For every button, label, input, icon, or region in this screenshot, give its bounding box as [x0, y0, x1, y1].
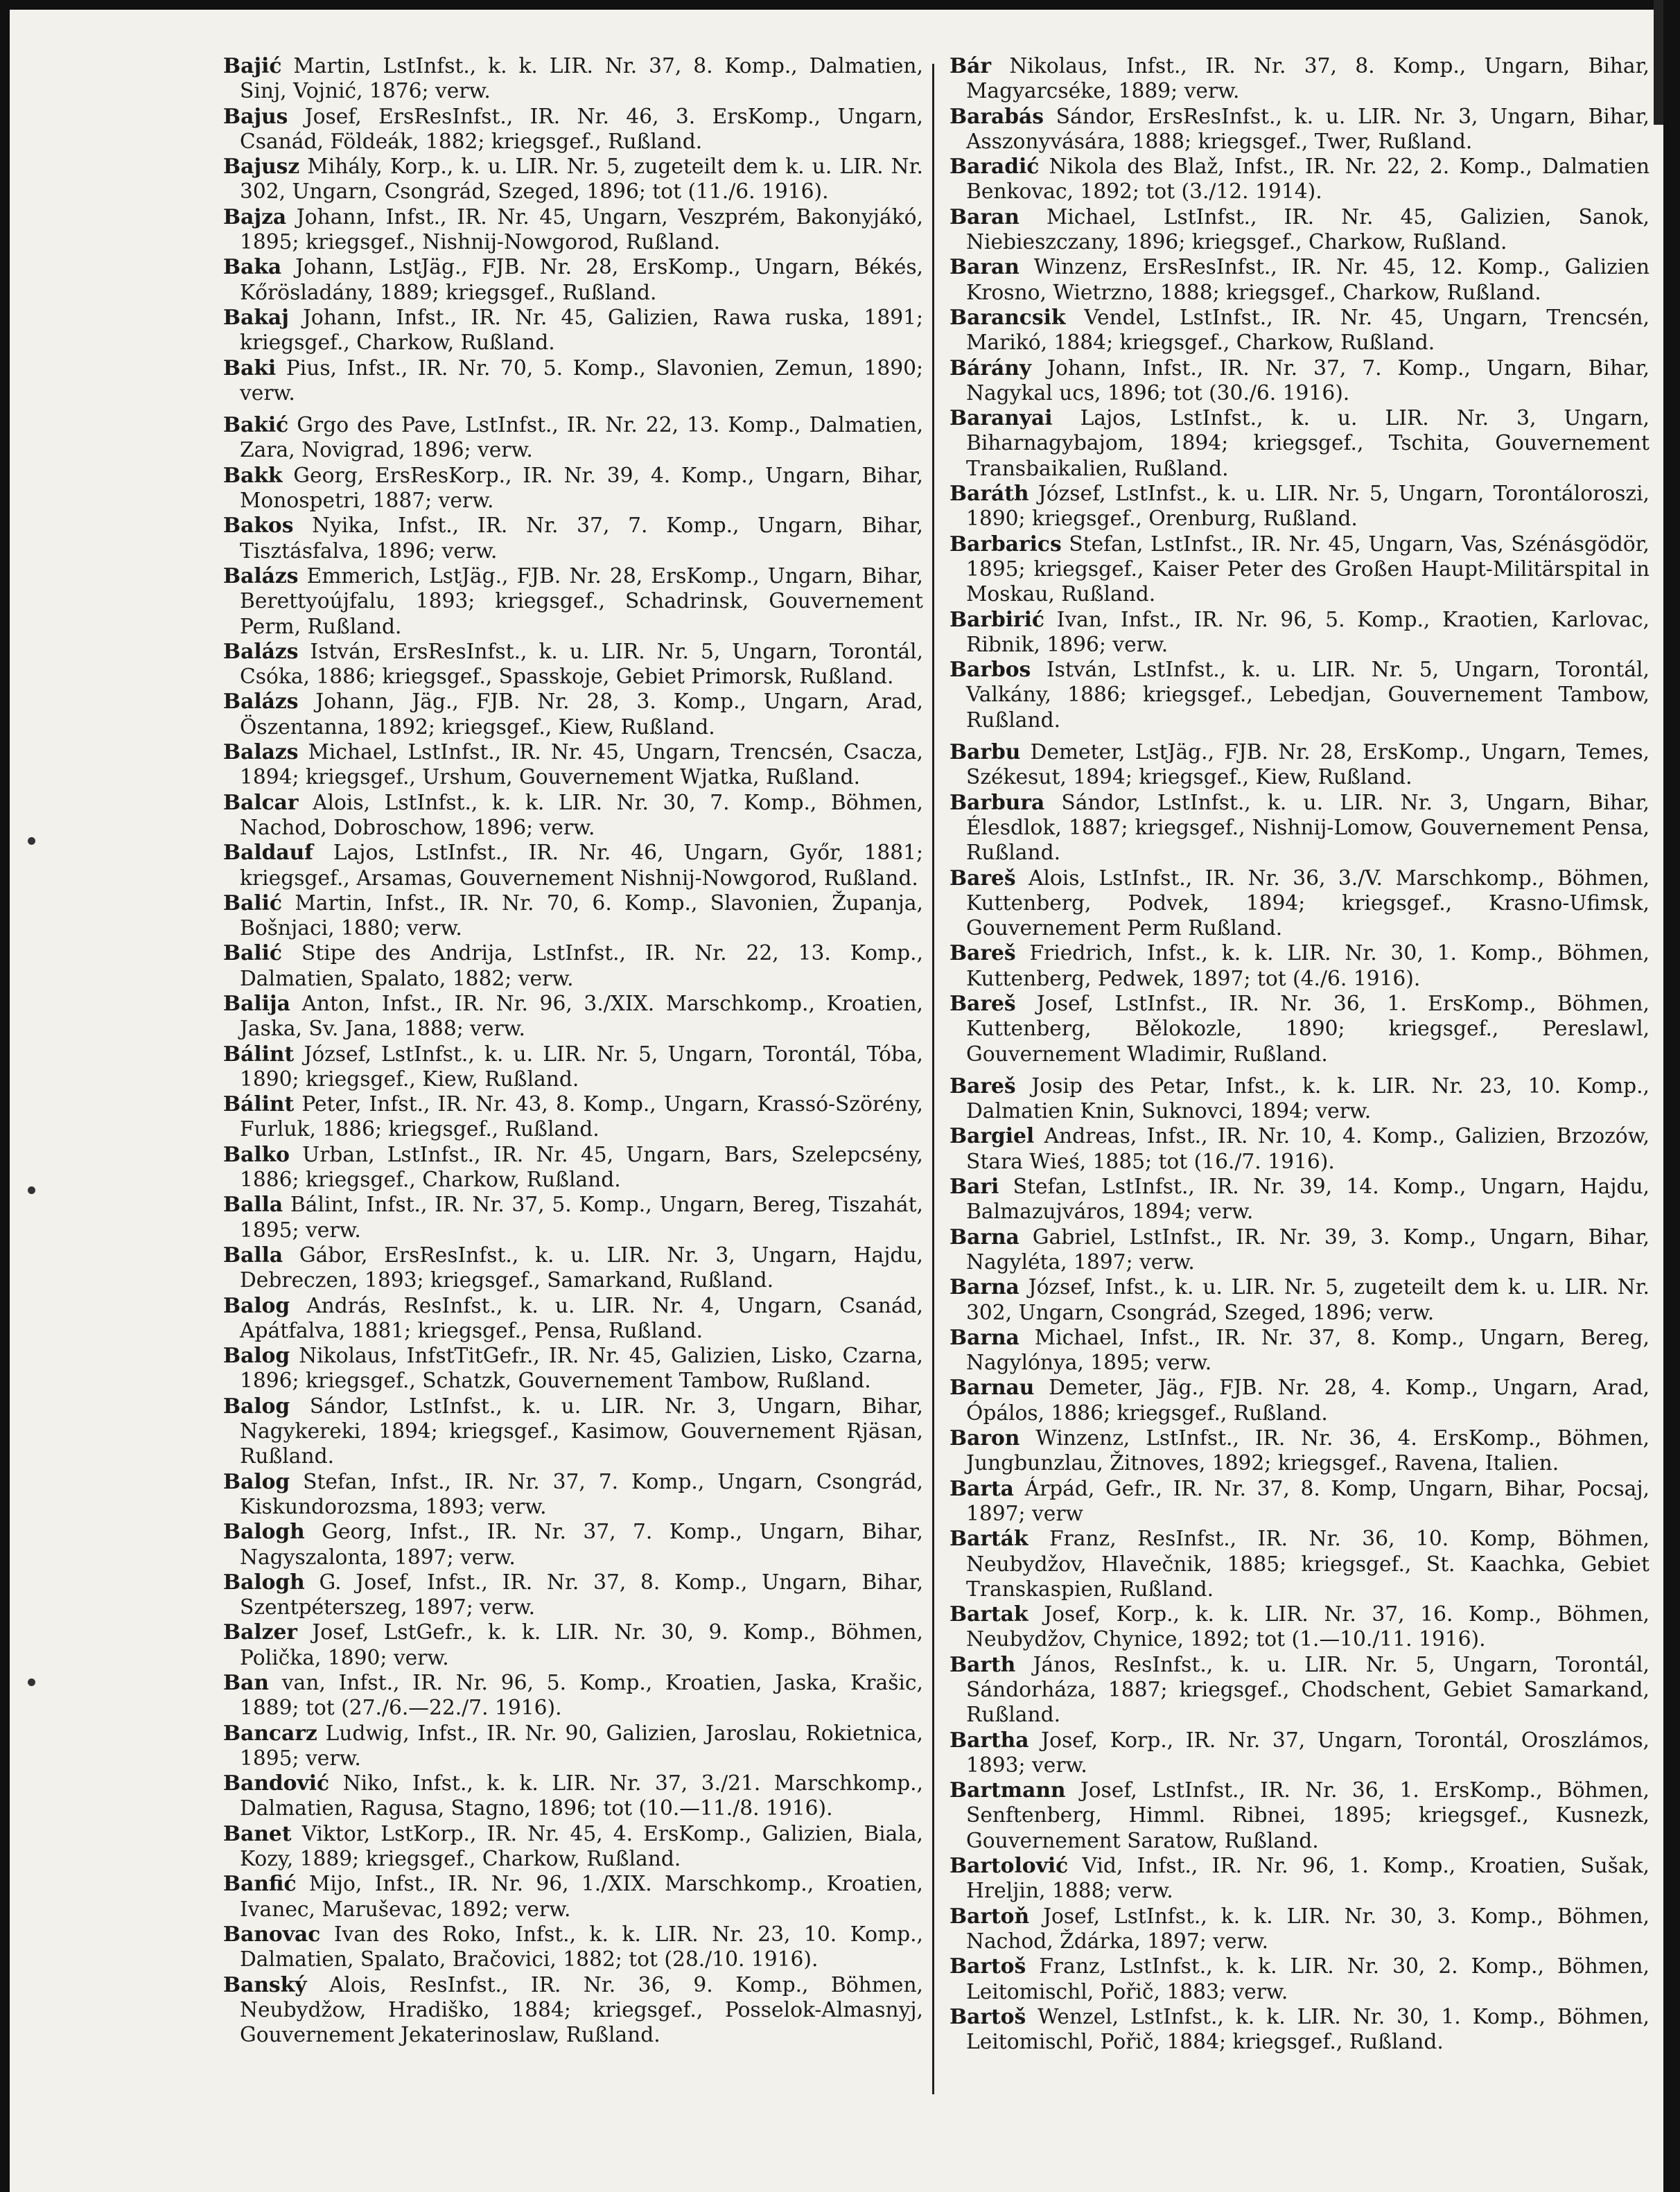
entry-surname: Banský: [223, 1972, 307, 1997]
entry-surname: Bakos: [223, 514, 294, 538]
entry-details: Vid, Infst., IR. Nr. 96, 1. Komp., Kroatien, Sušak, Hreljin, 1888; verw.: [966, 1854, 1650, 1904]
entry-surname: Bartoš: [950, 1954, 1026, 1979]
entry-surname: Balázs: [223, 563, 299, 588]
entry-details: Nikola des Blaž, Infst., IR. Nr. 22, 2. Komp., Dalmatien Benkovac, 1892; tot (3./12. 1914).: [966, 155, 1650, 204]
list-item: [223, 1294, 923, 1344]
entry-details: Mihály, Korp., k. u. LIR. Nr. 5, zugeteilt dem k. u. LIR. Nr. 302, Ungarn, Csongrád, Szeged, 1896; tot (11./6. 1916).: [240, 155, 923, 204]
entry-details: Mijo, Infst., IR. Nr. 96, 1./XIX. Marschkomp., Kroatien, Ivanec, Maruševac, 1892; verw.: [240, 1872, 923, 1922]
list-item: [223, 1520, 923, 1570]
entry-surname: Balazs: [223, 740, 299, 765]
entry-surname: Bancarz: [223, 1721, 317, 1746]
entry-surname: Barbirić: [950, 607, 1045, 632]
list-item: [950, 1175, 1650, 1225]
list-item: [950, 482, 1650, 532]
list-item: [223, 514, 923, 564]
list-item: [950, 255, 1650, 306]
list-item: [223, 54, 923, 105]
entry-details: István, ErsResInfst., k. u. LIR. Nr. 5, Ungarn, Torontál, Csóka, 1886; kriegsgef., Spasskoje, Gebiet Primorsk, Rußland.: [240, 639, 923, 690]
entry-surname: Bargiel: [950, 1124, 1035, 1149]
entry-details: Josef, ErsResInfst., IR. Nr. 46, 3. ErsKomp., Ungarn, Csanád, Földeák, 1882; kriegsgef., Rußland.: [240, 104, 923, 154]
entry-surname: Bajza: [223, 204, 287, 229]
entry-details: Johann, Jäg., FJB. Nr. 28, 3. Komp., Ungarn, Arad, Öszentanna, 1892; kriegsgef., Kiew, Rußland.: [240, 690, 923, 739]
entry-details: Nikolaus, InfstTitGefr., IR. Nr. 45, Galizien, Lisko, Czarna, 1896; kriegsgef., Schatzk, Gouvernement Tambow, Rußland.: [240, 1344, 923, 1394]
entry-surname: Balić: [223, 891, 282, 915]
entry-surname: Baka: [223, 255, 282, 280]
entry-details: Johann, Infst., IR. Nr. 45, Galizien, Rawa ruska, 1891; kriegsgef., Charkow, Rußland.: [240, 305, 923, 356]
entry-details: András, ResInfst., k. u. LIR. Nr. 4, Ungarn, Csanád, Apátfalva, 1881; kriegsgef., Pensa, Rußland.: [240, 1293, 923, 1343]
entry-surname: Barnau: [950, 1376, 1035, 1401]
entry-details: Demeter, LstJäg., FJB. Nr. 28, ErsKomp., Ungarn, Temes, Székesut, 1894; kriegsgef., Kiew, Rußland.: [966, 740, 1650, 790]
entry-surname: Barth: [950, 1652, 1016, 1677]
entry-details: Gábor, ErsResInfst., k. u. LIR. Nr. 3, Ungarn, Hajdu, Debreczen, 1893; kriegsgef., Samarkand, Rußland.: [240, 1243, 923, 1293]
list-item: [223, 1822, 923, 1873]
entry-details: Gabriel, LstInfst., IR. Nr. 39, 3. Komp., Ungarn, Bihar, Nagyléta, 1897; verw.: [966, 1225, 1650, 1274]
list-item: [950, 1778, 1650, 1854]
list-item: [950, 1602, 1650, 1653]
entry-surname: Bálint: [223, 1092, 295, 1117]
entry-details: Viktor, LstKorp., IR. Nr. 45, 4. ErsKomp., Galizien, Biala, Kozy, 1889; kriegsgef., Charkow, Rußland.: [240, 1821, 923, 1872]
entry-surname: Bárány: [950, 356, 1032, 380]
list-item: [223, 1771, 923, 1822]
entry-details: Josef, LstInfst., IR. Nr. 36, 1. ErsKomp., Böhmen, Kuttenberg, Bělokozle, 1890; kriegsgef., Pereslawl, Gouvernement Wladimir, Rußland.: [966, 991, 1650, 1067]
entry-details: József, LstInfst., k. u. LIR. Nr. 5, Ungarn, Torontáloroszi, 1890; kriegsgef., Orenburg, Rußland.: [966, 482, 1650, 532]
list-item: [223, 841, 923, 891]
entry-surname: Bartak: [950, 1602, 1029, 1627]
entry-surname: Bakić: [223, 413, 289, 438]
entry-surname: Bartmann: [950, 1778, 1066, 1803]
entry-details: Ivan, Infst., IR. Nr. 96, 5. Komp., Kraotien, Karlovac, Ribnik, 1896; verw.: [966, 607, 1650, 657]
list-item: [223, 1973, 923, 2049]
entry-details: Johann, LstJäg., FJB. Nr. 28, ErsKomp., Ungarn, Békés, Kőrösladány, 1889; kriegsgef., Rußland.: [240, 255, 923, 305]
entry-surname: Baron: [950, 1426, 1020, 1451]
entry-details: Franz, LstInfst., k. k. LIR. Nr. 30, 2. Komp., Böhmen, Leitomischl, Pořič, 1883; verw.: [966, 1954, 1650, 2004]
list-item: [223, 1193, 923, 1243]
list-item: [950, 941, 1650, 992]
list-item: [950, 1275, 1650, 1326]
list-item: [223, 1344, 923, 1394]
entry-details: Grgo des Pave, LstInfst., IR. Nr. 22, 13. Komp., Dalmatien, Zara, Novigrad, 1896; verw.: [240, 413, 923, 463]
entry-details: István, LstInfst., k. u. LIR. Nr. 5, Ungarn, Torontál, Valkány, 1886; kriegsgef., Lebedjan, Gouvernement Tambow, Rußland.: [966, 658, 1650, 733]
entry-surname: ajić: [240, 54, 282, 78]
list-item: [223, 306, 923, 356]
entry-surname: Bartha: [950, 1728, 1029, 1753]
entry-surname: Barna: [950, 1325, 1020, 1350]
entry-surname: Balogh: [223, 1520, 305, 1545]
list-item: [223, 1092, 923, 1143]
entry-details: Pius, Infst., IR. Nr. 70, 5. Komp., Slavonien, Zemun, 1890; verw.: [240, 356, 923, 405]
list-item: [950, 155, 1650, 205]
list-item: [950, 1954, 1650, 2005]
entry-details: Josip des Petar, Infst., k. k. LIR. Nr. 23, 10. Komp., Dalmatien Knin, Suknovci, 1894; verw.: [966, 1073, 1650, 1124]
list-item: [950, 2005, 1650, 2055]
list-item: [950, 608, 1650, 658]
entry-surname: Baranyai: [950, 406, 1053, 431]
entry-details: József, LstInfst., k. u. LIR. Nr. 5, Ungarn, Torontál, Tóba, 1890; kriegsgef., Kiew, Rußland.: [240, 1042, 923, 1091]
entry-details: Peter, Infst., IR. Nr. 43, 8. Komp., Ungarn, Krassó-Szörény, Furluk, 1886; kriegsgef., Rußland.: [240, 1092, 923, 1142]
list-item: [223, 992, 923, 1042]
entry-surname: Bareš: [950, 866, 1016, 891]
list-item: [950, 1527, 1650, 1602]
list-item: [950, 1326, 1650, 1376]
entry-surname: Banfić: [223, 1872, 297, 1897]
list-item: [950, 740, 1650, 791]
entry-details: Johann, Infst., IR. Nr. 45, Ungarn, Veszprém, Bakonyjákó, 1895; kriegsgef., Nishnij-Nowgorod, Rußland.: [240, 204, 923, 255]
entry-surname: Bartoň: [950, 1904, 1030, 1929]
entry-details: Nikolaus, Infst., IR. Nr. 37, 8. Komp., Ungarn, Bihar, Magyarcséke, 1889; verw.: [966, 54, 1650, 104]
entry-details: Lajos, LstInfst., IR. Nr. 46, Ungarn, Győr, 1881; kriegsgef., Arsamas, Gouvernement Nishnij-Nowgorod, Rußland.: [240, 841, 923, 891]
entry-surname: Banovac: [223, 1922, 321, 1947]
entry-surname: Balázs: [223, 690, 299, 714]
entry-details: G. Josef, Infst., IR. Nr. 37, 8. Komp., Ungarn, Bihar, Szentpéterszeg, 1897; verw.: [240, 1570, 923, 1620]
scan-edge-right: [1654, 0, 1663, 125]
list-item: [223, 740, 923, 791]
entry-surname: Barancsik: [950, 305, 1066, 330]
entry-details: Martin, Infst., IR. Nr. 70, 6. Komp., Slavonien, Županja, Bošnjaci, 1880; verw.: [240, 891, 923, 941]
entry-surname: Bareš: [950, 1073, 1016, 1098]
entry-surname: Barta: [950, 1476, 1014, 1501]
list-item: [223, 155, 923, 205]
entry-surname: Balla: [223, 1193, 283, 1218]
entry-details: Josef, LstInfst., k. k. LIR. Nr. 30, 3. Komp., Böhmen, Nachod, Ždárka, 1897; verw.: [966, 1904, 1650, 1954]
entry-details: József, Infst., k. u. LIR. Nr. 5, zugeteilt dem k. u. LIR. Nr. 302, Ungarn, Csongrád, Szeged, 1896; verw.: [966, 1275, 1650, 1325]
list-item: [223, 891, 923, 942]
entry-details: Stefan, LstInfst., IR. Nr. 45, Ungarn, Vas, Szénásgödör, 1895; kriegsgef., Kaiser Peter des Großen Haupt-Militärspital in Moskau, Rußland.: [966, 532, 1650, 607]
entry-details: Ivan des Roko, Infst., k. k. LIR. Nr. 23, 10. Komp., Dalmatien, Spalato, Bračovici, 1882; tot (28./10. 1916).: [240, 1922, 923, 1972]
entry-details: Alois, LstInfst., IR. Nr. 36, 3./V. Marschkomp., Böhmen, Kuttenberg, Podvek, 1894; kriegsgef., Krasno-Ufimsk, Gouvernement Perm Rußland.: [966, 866, 1650, 941]
list-item: [223, 1620, 923, 1671]
list-item: [950, 1225, 1650, 1276]
list-item: [950, 532, 1650, 608]
list-item: [223, 105, 923, 155]
list-item: [223, 1470, 923, 1520]
list-item: [950, 205, 1650, 256]
entry-details: Alois, ResInfst., IR. Nr. 36, 9. Komp., Böhmen, Neubydžow, Hradiško, 1884; kriegsgef., Posselok-Almasnyj, Gouvernement Jekaterinoslaw, Rußland.: [240, 1972, 923, 2048]
entry-details: van, Infst., IR. Nr. 96, 5. Komp., Kroatien, Jaska, Krašic, 1889; tot (27./6.—22./7. 1916).: [240, 1671, 923, 1721]
scan-edge-left: [0, 0, 10, 2192]
list-item: [950, 1426, 1650, 1477]
entry-details: Josef, LstInfst., IR. Nr. 36, 1. ErsKomp., Böhmen, Senftenberg, Himml. Ribnei, 1895; kriegsgef., Kusnezk, Gouvernement Saratow, Rußland.: [966, 1778, 1650, 1853]
list-item: [950, 992, 1650, 1067]
entry-details: Winzenz, LstInfst., IR. Nr. 36, 4. ErsKomp., Böhmen, Jungbunzlau, Žitnoves, 1892; kriegsgef., Ravena, Italien.: [966, 1426, 1650, 1476]
list-item: [950, 1653, 1650, 1728]
entry-details: Winzenz, ErsResInfst., IR. Nr. 45, 12. Komp., Galizien Krosno, Wietrzno, 1888; kriegsgef., Charkow, Rußland.: [966, 255, 1650, 305]
entry-surname: Balko: [223, 1142, 290, 1167]
entry-surname: Barbu: [950, 740, 1021, 765]
entry-surname: Bakaj: [223, 305, 289, 330]
entry-details: Emmerich, LstJäg., FJB. Nr. 28, ErsKomp., Ungarn, Bihar, Berettyoújfalu, 1893; kriegsgef., Schadrinsk, Gouvernement Perm, Rußland.: [240, 563, 923, 639]
entry-details: Árpád, Gefr., IR. Nr. 37, 8. Komp, Ungarn, Bihar, Pocsaj, 1897; verw: [966, 1476, 1650, 1526]
list-item: [223, 1143, 923, 1193]
list-item: [223, 640, 923, 690]
entry-surname: Balija: [223, 991, 290, 1016]
list-item: [223, 1570, 923, 1621]
list-item: [223, 255, 923, 306]
entry-details: Ludwig, Infst., IR. Nr. 90, Galizien, Jaroslau, Rokietnica, 1895; verw.: [240, 1721, 923, 1771]
list-item: [950, 1124, 1650, 1175]
list-item: [223, 1671, 923, 1721]
list-item: [950, 1904, 1650, 1955]
entry-surname: Balcar: [223, 790, 299, 815]
entry-details: János, ResInfst., k. u. LIR. Nr. 5, Ungarn, Torontál, Sándorháza, 1887; kriegsgef., Chodschent, Gebiet Samarkand, Rußland.: [966, 1652, 1650, 1728]
entry-surname: Barna: [950, 1275, 1020, 1300]
entry-surname: Bálint: [223, 1042, 295, 1067]
list-item: [950, 1854, 1650, 1904]
entry-surname: Bartolović: [950, 1854, 1069, 1879]
list-item: [950, 54, 1650, 105]
list-item: [223, 356, 923, 407]
entry-details: Josef, Korp., k. k. LIR. Nr. 37, 16. Komp., Böhmen, Neubydžov, Chynice, 1892; tot (1.—10./11. 1916).: [966, 1602, 1650, 1652]
list-item: [950, 658, 1650, 733]
list-item: [950, 866, 1650, 942]
entry-details: Wenzel, LstInfst., k. k. LIR. Nr. 30, 1. Komp., Böhmen, Leitomischl, Pořič, 1884; kriegsgef., Rußland.: [966, 2004, 1650, 2055]
entry-details: Nyika, Infst., IR. Nr. 37, 7. Komp., Ungarn, Bihar, Tisztásfalva, 1896; verw.: [240, 514, 923, 563]
column-divider: [932, 64, 934, 2094]
entry-details: Martin, LstInfst., k. k. LIR. Nr. 37, 8. Komp., Dalmatien, Sinj, Vojnić, 1876; verw.: [240, 54, 923, 104]
entry-details: Josef, LstGefr., k. k. LIR. Nr. 30, 9. Komp., Böhmen, Polička, 1890; verw.: [240, 1620, 923, 1670]
entry-surname: Baldauf: [223, 841, 313, 866]
entry-details: Sándor, LstInfst., k. u. LIR. Nr. 3, Ungarn, Bihar, Nagykereki, 1894; kriegsgef., Kasimow, Gouvernement Rjäsan, Rußland.: [240, 1394, 923, 1469]
entry-surname: Balogh: [223, 1570, 305, 1595]
entry-surname: Barbarics: [950, 532, 1062, 556]
list-item: [223, 413, 923, 464]
entry-surname: Bandović: [223, 1771, 330, 1796]
right-column: [950, 54, 1650, 2168]
entry-surname: Barták: [950, 1527, 1029, 1552]
entry-surname: Bartoš: [950, 2004, 1026, 2029]
entry-details: Michael, LstInfst., IR. Nr. 45, Ungarn, Trencsén, Csacza, 1894; kriegsgef., Urshum, Gouvernement Wjatka, Rußland.: [240, 740, 923, 790]
entry-surname: Balog: [223, 1469, 290, 1494]
entry-surname: Barbos: [950, 658, 1031, 683]
scan-speck: [28, 1678, 35, 1686]
list-item: [950, 356, 1650, 407]
list-item: [223, 1721, 923, 1772]
entry-surname: Bareš: [950, 991, 1016, 1016]
scan-speck: [28, 837, 35, 845]
entry-surname: Balzer: [223, 1620, 297, 1645]
entry-details: Bálint, Infst., IR. Nr. 37, 5. Komp., Ungarn, Bereg, Tiszahát, 1895; verw.: [240, 1193, 923, 1243]
entry-details: Franz, ResInfst., IR. Nr. 36, 10. Komp, Böhmen, Neubydžov, Hlavečnik, 1885; kriegsgef., St. Kaachka, Gebiet Transkaspien, Rußland.: [966, 1527, 1650, 1602]
scan-speck: [28, 1186, 35, 1194]
list-item: [950, 791, 1650, 866]
list-item: [223, 564, 923, 640]
list-item: [950, 1376, 1650, 1426]
entry-surname: Baki: [223, 356, 277, 380]
entry-surname: Baráth: [950, 482, 1029, 507]
list-item: [223, 690, 923, 740]
list-item: [223, 1243, 923, 1294]
list-item: [223, 1394, 923, 1470]
list-item: [223, 1922, 923, 1973]
entry-surname: Bajus: [223, 104, 288, 129]
list-item: [950, 105, 1650, 155]
entry-surname: Bár: [950, 54, 991, 78]
entry-surname: Ban: [223, 1671, 269, 1695]
list-item: [950, 306, 1650, 356]
entry-surname: Balla: [223, 1243, 283, 1268]
entry-surname: Bakk: [223, 463, 283, 488]
entry-surname: Baradić: [950, 155, 1040, 179]
section-letter: B: [223, 54, 241, 78]
list-item: [950, 1074, 1650, 1125]
entry-surname: Bajusz: [223, 155, 300, 179]
left-column: [223, 54, 923, 2168]
entry-surname: Baran: [950, 255, 1020, 280]
entry-details: Demeter, Jäg., FJB. Nr. 28, 4. Komp., Ungarn, Arad, Ópálos, 1886; kriegsgef., Rußland.: [966, 1376, 1650, 1426]
entry-details: Stefan, Infst., IR. Nr. 37, 7. Komp., Ungarn, Csongrád, Kiskundorozsma, 1893; verw.: [240, 1469, 923, 1519]
entry-surname: Baran: [950, 204, 1020, 229]
list-item: [223, 1042, 923, 1093]
entry-surname: Balić: [223, 941, 282, 966]
entry-details: Anton, Infst., IR. Nr. 96, 3./XIX. Marschkomp., Kroatien, Jaska, Sv. Jana, 1888; verw.: [240, 991, 923, 1042]
list-item: [223, 205, 923, 256]
entry-details: Johann, Infst., IR. Nr. 37, 7. Komp., Ungarn, Bihar, Nagykal ucs, 1896; tot (30./6. 1916).: [966, 356, 1650, 405]
entry-details: Alois, LstInfst., k. k. LIR. Nr. 30, 7. Komp., Böhmen, Nachod, Dobroschow, 1896; verw.: [240, 790, 923, 840]
entry-surname: Barbura: [950, 790, 1045, 815]
entry-surname: Balog: [223, 1293, 290, 1318]
entry-details: Sándor, LstInfst., k. u. LIR. Nr. 3, Ungarn, Bihar, Élesdlok, 1887; kriegsgef., Nishnij-Lomow, Gouvernement Pensa, Rußland.: [966, 790, 1650, 866]
entry-details: Josef, Korp., IR. Nr. 37, Ungarn, Torontál, Oroszlámos, 1893; verw.: [966, 1728, 1650, 1778]
entry-details: Georg, ErsResKorp., IR. Nr. 39, 4. Komp., Ungarn, Bihar, Monospetri, 1887; verw.: [240, 463, 923, 514]
entry-details: Friedrich, Infst., k. k. LIR. Nr. 30, 1. Komp., Böhmen, Kuttenberg, Pedwek, 1897; tot (4./6. 1916).: [966, 941, 1650, 991]
entry-surname: Bari: [950, 1175, 999, 1200]
entry-details: Georg, Infst., IR. Nr. 37, 7. Komp., Ungarn, Bihar, Nagyszalonta, 1897; verw.: [240, 1520, 923, 1570]
entry-details: Sándor, ErsResInfst., k. u. LIR. Nr. 3, Ungarn, Bihar, Asszonyvására, 1888; kriegsgef., Twer, Rußland.: [966, 104, 1650, 154]
entry-surname: Balog: [223, 1344, 290, 1369]
list-item: [950, 1477, 1650, 1527]
entry-details: Michael, Infst., IR. Nr. 37, 8. Komp., Ungarn, Bereg, Nagylónya, 1895; verw.: [966, 1325, 1650, 1376]
entry-surname: Bareš: [950, 941, 1016, 966]
list-item: [223, 791, 923, 841]
entry-details: Michael, LstInfst., IR. Nr. 45, Galizien, Sanok, Niebieszczany, 1896; kriegsgef., Charkow, Rußland.: [966, 204, 1650, 255]
entry-surname: Banet: [223, 1821, 292, 1846]
list-item: [950, 406, 1650, 482]
list-item: [950, 1728, 1650, 1779]
entry-details: Urban, LstInfst., IR. Nr. 45, Ungarn, Bars, Szelepcsény, 1886; kriegsgef., Charkow, Rußland.: [240, 1142, 923, 1193]
entry-surname: Barabás: [950, 104, 1044, 129]
entry-details: Andreas, Infst., IR. Nr. 10, 4. Komp., Galizien, Brzozów, Stara Wieś, 1885; tot (16./7. 1916).: [966, 1124, 1650, 1174]
entry-details: Lajos, LstInfst., k. u. LIR. Nr. 3, Ungarn, Biharnagybajom, 1894; kriegsgef., Tschita, Gouvernement Transbaikalien, Rußland.: [966, 406, 1650, 481]
entry-surname: Barna: [950, 1225, 1020, 1250]
entry-surname: Balázs: [223, 639, 299, 664]
entry-surname: Balog: [223, 1394, 290, 1419]
list-item: [223, 1872, 923, 1922]
entry-details: Stefan, LstInfst., IR. Nr. 39, 14. Komp., Ungarn, Hajdu, Balmazujváros, 1894; verw.: [966, 1175, 1650, 1225]
entry-details: Stipe des Andrija, LstInfst., IR. Nr. 22, 13. Komp., Dalmatien, Spalato, 1882; verw.: [240, 941, 923, 991]
list-item: [223, 941, 923, 992]
entry-details: Niko, Infst., k. k. LIR. Nr. 37, 3./21. Marschkomp., Dalmatien, Ragusa, Stagno, 1896; tot (10.—11./8. 1916).: [240, 1771, 923, 1821]
list-item: [223, 464, 923, 514]
entry-details: Vendel, LstInfst., IR. Nr. 45, Ungarn, Trencsén, Marikó, 1884; kriegsgef., Charkow, Rußland.: [966, 305, 1650, 356]
